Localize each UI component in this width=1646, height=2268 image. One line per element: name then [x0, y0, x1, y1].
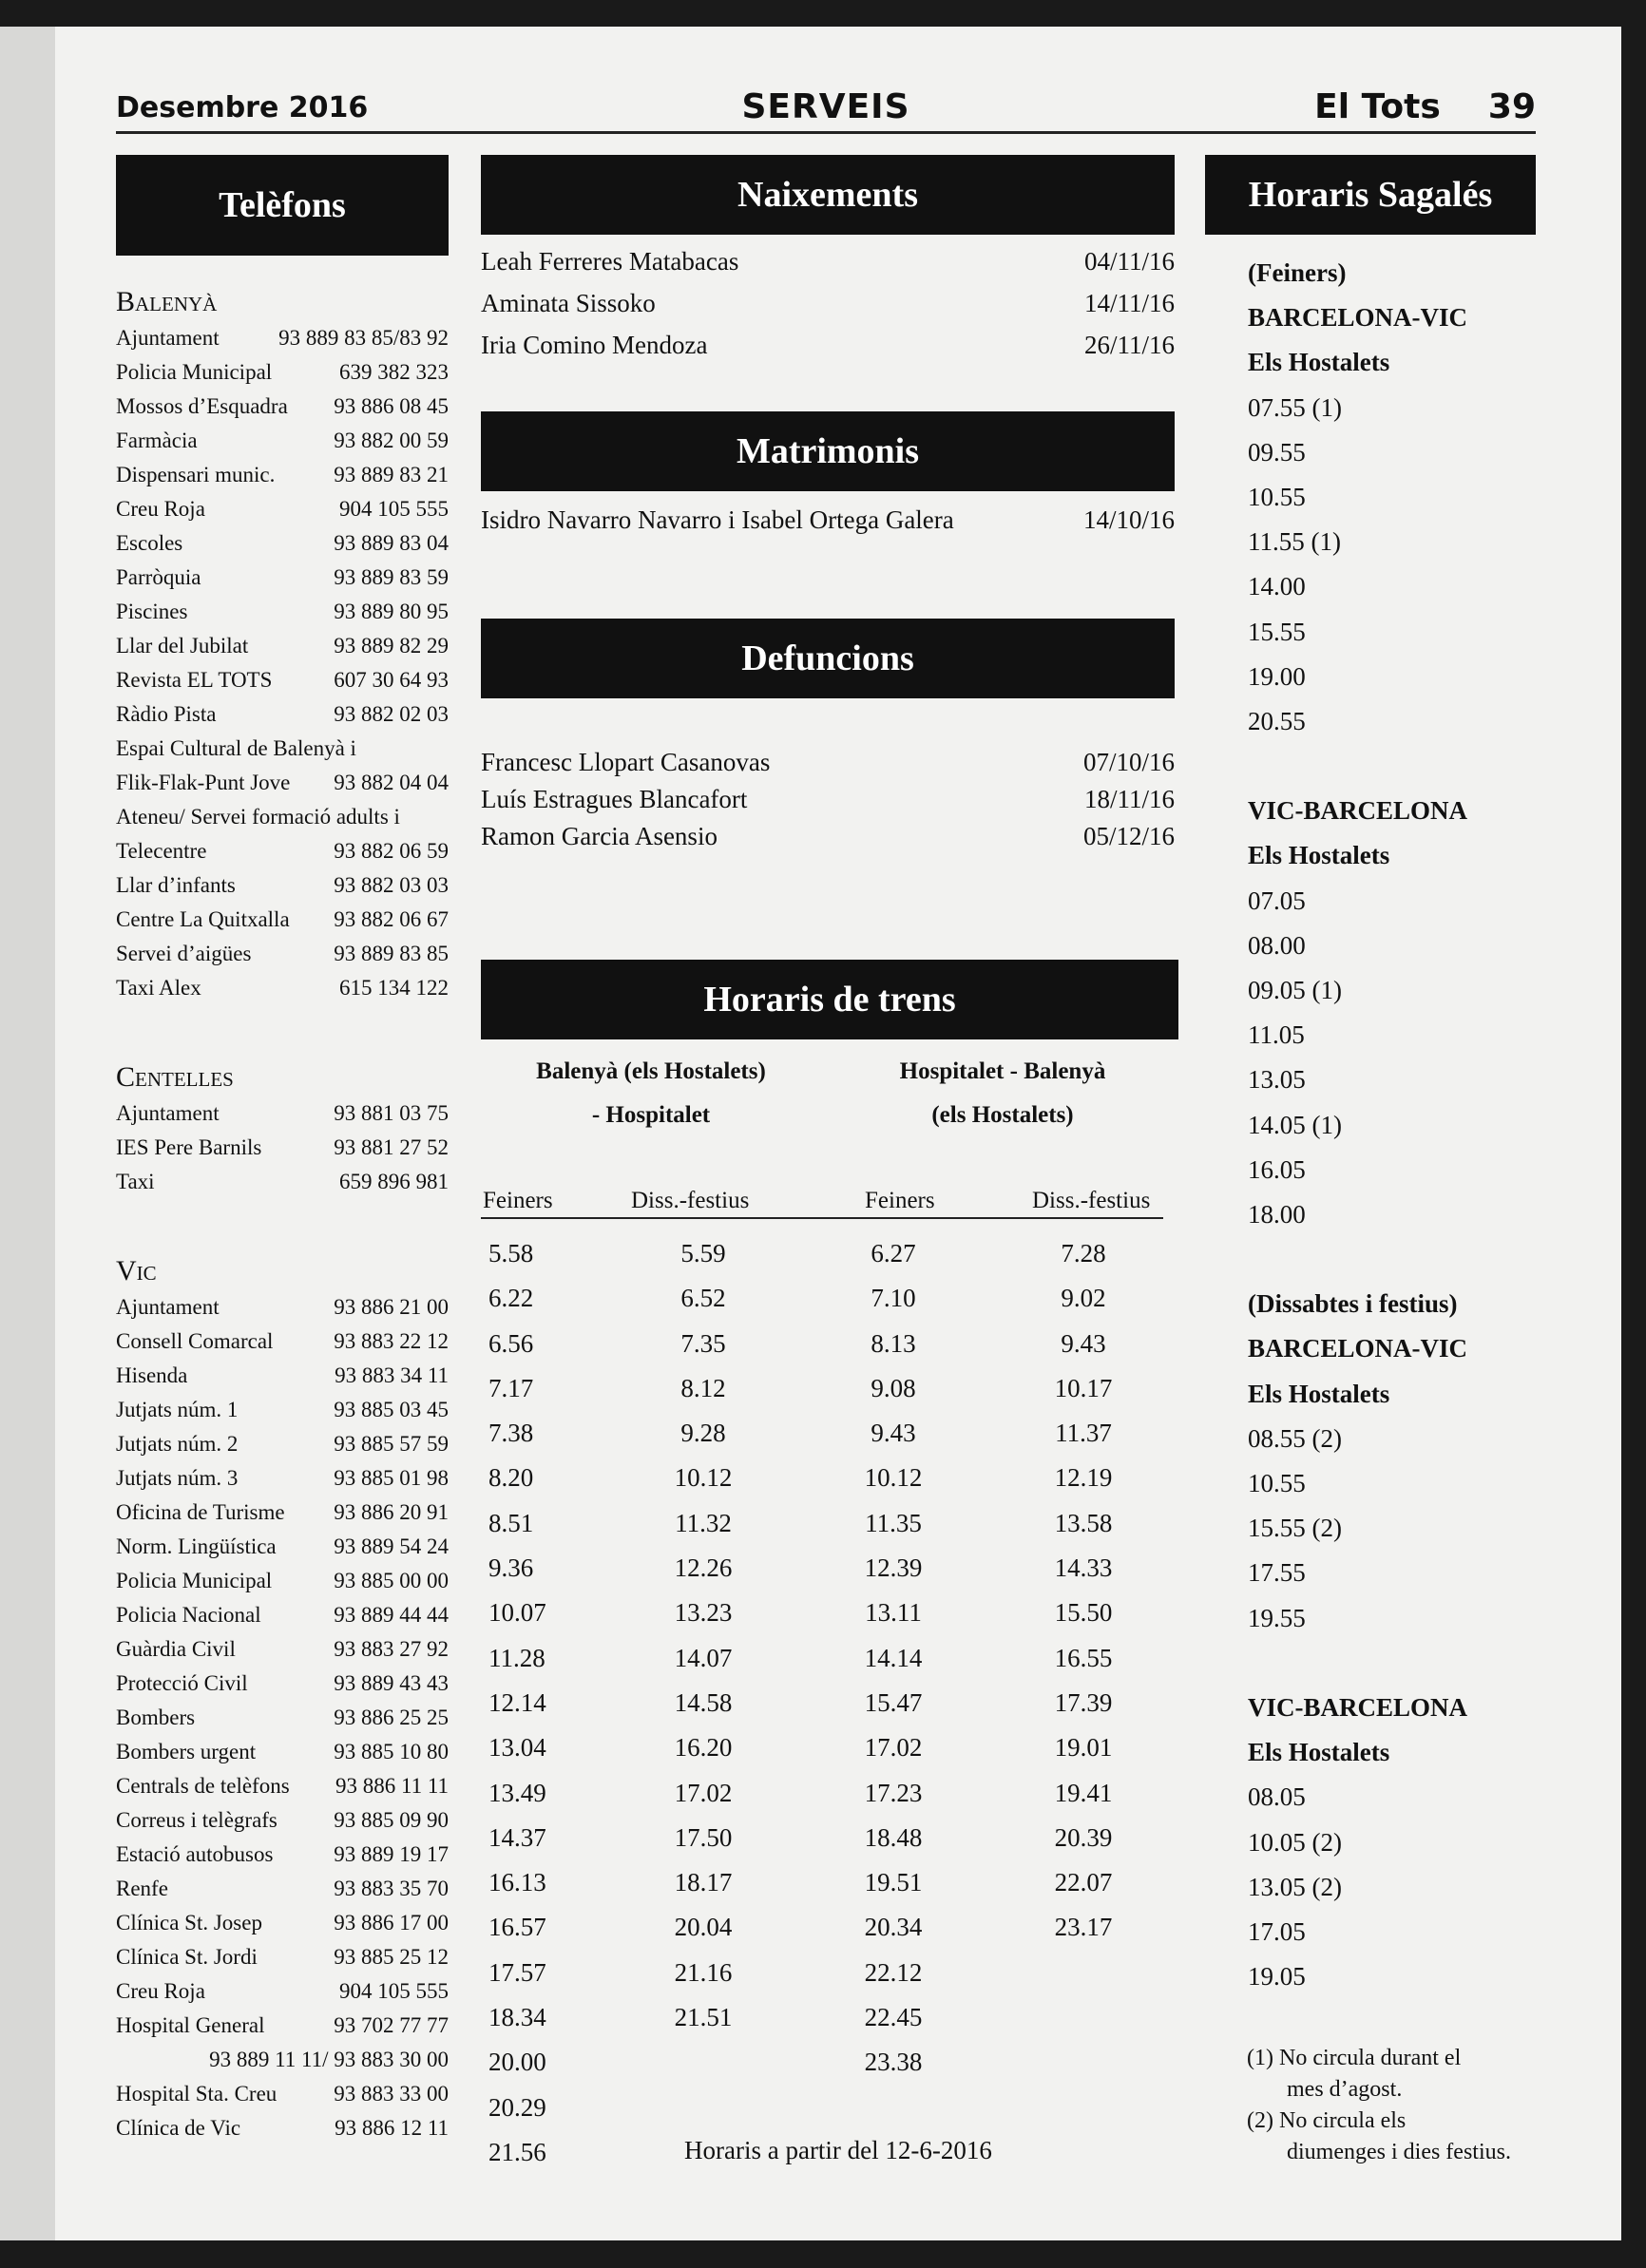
phone-row: [116, 526, 449, 561]
train-time: 10.12: [864, 1463, 923, 1493]
header-date: Desembre 2016: [116, 91, 369, 124]
phone-number: 93 886 21 00: [334, 1295, 449, 1319]
bus-time: 09.05 (1): [1248, 976, 1342, 1005]
phone-label: Clínica St. Josep: [116, 1911, 262, 1934]
sagales-schedule: [1248, 251, 1552, 1999]
train-time: 9.28: [680, 1419, 726, 1448]
phone-number: 904 105 555: [339, 1979, 449, 2003]
train-time: 14.33: [1054, 1553, 1113, 1583]
town-vic: Vic: [116, 1255, 157, 1286]
phone-row: [116, 937, 449, 971]
phone-number: 93 882 00 59: [334, 429, 449, 452]
phone-row: [116, 321, 449, 355]
phone-label: Bombers: [116, 1706, 196, 1729]
col-header: Diss.-festius: [1032, 1188, 1151, 1213]
list-item: Aminata Sissoko 14/11/16: [481, 289, 1175, 317]
train-time: 10.12: [674, 1463, 733, 1493]
train-time: 9.36: [488, 1553, 534, 1583]
spacer: [1248, 744, 1552, 789]
phone-row: [116, 1667, 449, 1701]
phone-label: Piscines: [116, 600, 188, 623]
phone-number: 93 889 83 85: [334, 942, 449, 965]
train-time: 8.13: [871, 1328, 916, 1358]
phone-row: [116, 732, 449, 766]
phone-label: Ajuntament: [116, 1295, 220, 1319]
train-time: 12.14: [488, 1687, 546, 1717]
phone-number: 93 889 83 04: [334, 531, 449, 555]
defuncions-bar: Defuncions: [481, 619, 1175, 698]
phone-label: Bombers urgent: [116, 1740, 257, 1763]
train-time: 17.50: [674, 1822, 733, 1852]
phone-label: Centre La Quitxalla: [116, 907, 290, 931]
phone-number: 93 886 08 45: [334, 394, 449, 418]
train-time: 18.48: [864, 1822, 923, 1852]
phone-row: [116, 1096, 449, 1131]
train-time: 11.28: [488, 1643, 545, 1672]
bus-time: 17.55: [1248, 1558, 1306, 1588]
train-time: 12.19: [1054, 1463, 1113, 1493]
train-time: 23.38: [864, 2048, 923, 2077]
trens-bar: Horaris de trens: [481, 960, 1178, 1039]
phone-row: [116, 697, 449, 732]
bus-time: 07.55 (1): [1248, 392, 1342, 422]
train-time: 14.58: [674, 1687, 733, 1717]
bus-time: 19.00: [1248, 661, 1306, 691]
phone-label: Farmàcia: [116, 429, 198, 452]
header-magazine: El Tots 39: [1314, 87, 1536, 126]
train-time: 17.23: [864, 1778, 923, 1807]
phone-label: Renfe: [116, 1877, 168, 1900]
phone-row: [116, 492, 449, 526]
train-time: 14.14: [864, 1643, 923, 1672]
bus-time: 16.05: [1248, 1154, 1306, 1184]
train-time: 9.08: [871, 1373, 916, 1402]
phone-row: [116, 1496, 449, 1530]
footnote: mes d’agost.: [1287, 2077, 1403, 2102]
footnote: (2) No circula els: [1247, 2108, 1407, 2133]
phone-number: 607 30 64 93: [334, 668, 449, 692]
train-time: 11.32: [675, 1508, 732, 1537]
schedule-heading: (Dissabtes i festius): [1248, 1289, 1458, 1319]
train-time: 20.39: [1054, 1822, 1113, 1852]
phone-number: 93 885 00 00: [334, 1569, 449, 1592]
phone-row: [116, 1872, 449, 1906]
train-time: 7.28: [1061, 1239, 1106, 1267]
train-time: 8.51: [488, 1508, 534, 1537]
divider: [481, 1217, 1163, 1219]
phone-number: 93 889 54 24: [334, 1534, 449, 1558]
header-section: SERVEIS: [741, 87, 910, 126]
phone-label: Llar del Jubilat: [116, 634, 249, 658]
train-time: 19.41: [1054, 1778, 1113, 1807]
phone-row: [116, 903, 449, 937]
phone-label: Oficina de Turisme: [116, 1500, 285, 1524]
train-column-4: [1045, 1231, 1121, 1951]
phone-number: 93 885 03 45: [334, 1398, 449, 1421]
schedule-heading: BARCELONA-VIC: [1248, 303, 1468, 333]
train-time: 7.38: [488, 1419, 534, 1448]
list-item: Ramon Garcia Asensio 05/12/16: [481, 822, 1175, 850]
phone-number: 93 882 02 03: [334, 702, 449, 726]
schedule-heading: Els Hostalets: [1248, 1738, 1390, 1767]
phone-label: IES Pere Barnils: [116, 1135, 262, 1159]
train-time: 10.07: [488, 1598, 546, 1628]
phone-label: Telecentre: [116, 839, 207, 863]
phone-number: 93 883 27 92: [334, 1637, 449, 1661]
train-column-2: [665, 1231, 741, 2040]
bus-time: 08.00: [1248, 930, 1306, 960]
phone-row: [116, 1838, 449, 1872]
phone-label: Hospital Sta. Creu: [116, 2082, 278, 2106]
phone-number: 639 382 323: [339, 360, 449, 384]
train-time: 18.34: [488, 2003, 546, 2032]
naixements-bar: Naixements: [481, 155, 1175, 235]
phone-row: [116, 1769, 449, 1803]
bus-time: 08.55 (2): [1248, 1423, 1342, 1453]
bus-time: 13.05 (2): [1248, 1872, 1342, 1901]
train-direction-2: Hospitalet - Balenyà (els Hostalets): [899, 1058, 1106, 1128]
town-centelles: Centelles: [116, 1061, 234, 1093]
phone-row: [116, 629, 449, 663]
train-time: 17.02: [674, 1778, 733, 1807]
phone-label: Mossos d’Esquadra: [116, 394, 288, 418]
phone-label: Ajuntament: [116, 1101, 220, 1125]
phone-row: [116, 1393, 449, 1427]
phone-row: [116, 868, 449, 903]
bus-time: 09.55: [1248, 437, 1306, 467]
phone-label: Clínica St. Jordi: [116, 1945, 258, 1969]
bus-time: 10.55: [1248, 1469, 1306, 1498]
telefons-bar: Telèfons: [116, 155, 449, 256]
list-item: Iria Comino Mendoza 26/11/16: [481, 331, 1175, 359]
train-time: 23.17: [1054, 1913, 1113, 1942]
phone-row: [116, 1461, 449, 1496]
phone-label: Policia Municipal: [116, 1569, 273, 1592]
phone-label: Servei d’aigües: [116, 942, 252, 965]
phone-row: [116, 800, 449, 834]
phone-number: 904 105 555: [339, 497, 449, 521]
phone-row: [116, 1632, 449, 1667]
schedule-heading: Els Hostalets: [1248, 1379, 1390, 1408]
phone-directory: [116, 285, 449, 2145]
page-number: 39: [1487, 87, 1536, 126]
col-header: Feiners: [483, 1188, 553, 1213]
train-time: 20.00: [488, 2048, 546, 2077]
phone-number: 93 889 83 85/83 92: [278, 326, 449, 350]
phone-number: 93 702 77 77: [334, 2013, 449, 2037]
phone-row: [116, 766, 449, 800]
train-time: 22.12: [864, 1957, 923, 1987]
phone-number: 659 896 981: [339, 1170, 449, 1193]
phone-row: [116, 1427, 449, 1461]
footnote: diumenges i dies festius.: [1287, 2140, 1511, 2164]
phone-number: 93 885 57 59: [334, 1432, 449, 1456]
sagales-bar: Horaris Sagalés: [1205, 155, 1536, 235]
phone-row: [116, 2043, 449, 2077]
facing-page-edge: [0, 27, 55, 2240]
train-time: 18.17: [674, 1868, 733, 1897]
bus-time: 11.55 (1): [1248, 527, 1341, 557]
train-time: 13.04: [488, 1733, 546, 1763]
bus-time: 13.05: [1248, 1065, 1306, 1095]
phone-row: [116, 1359, 449, 1393]
train-time: 16.55: [1054, 1643, 1113, 1672]
train-time: 7.35: [680, 1328, 726, 1358]
phone-number: 93 885 10 80: [334, 1740, 449, 1763]
phone-label: Hisenda: [116, 1363, 188, 1387]
phone-label: Protecció Civil: [116, 1671, 248, 1695]
phone-row: [116, 1735, 449, 1769]
matrimonis-bar: Matrimonis: [481, 411, 1175, 491]
phone-label: Creu Roja: [116, 1979, 205, 2003]
phone-label: Llar d’infants: [116, 873, 236, 897]
phone-row: [116, 1940, 449, 1974]
phone-number: 93 882 06 67: [334, 907, 449, 931]
phone-label: Escoles: [116, 531, 183, 555]
train-time: 8.12: [680, 1373, 726, 1402]
phone-label: Parròquia: [116, 565, 201, 589]
schedule-heading: Els Hostalets: [1248, 348, 1390, 377]
schedule-heading: VIC-BARCELONA: [1248, 1692, 1468, 1722]
phone-label: Jutjats núm. 3: [116, 1466, 239, 1490]
train-time: 15.50: [1054, 1598, 1113, 1628]
train-column-3: [855, 1231, 931, 2086]
train-time: 19.51: [864, 1868, 923, 1897]
phone-number: 93 889 83 21: [334, 463, 449, 486]
train-time: 5.59: [680, 1239, 726, 1267]
train-time: 20.04: [674, 1913, 733, 1942]
phone-number: 93 889 82 29: [334, 634, 449, 658]
phone-row: [116, 1906, 449, 1940]
phone-number: 93 883 33 00: [334, 2082, 449, 2106]
train-time: 9.02: [1061, 1284, 1106, 1313]
train-time: 19.01: [1054, 1733, 1113, 1763]
train-time: 6.27: [871, 1239, 916, 1267]
train-time: 7.10: [871, 1284, 916, 1313]
phone-number: 93 889 80 95: [334, 600, 449, 623]
train-time: 12.26: [674, 1553, 733, 1583]
phone-number: 93 889 19 17: [334, 1842, 449, 1866]
phone-label: Taxi Alex: [116, 976, 201, 1000]
bus-time: 20.55: [1248, 707, 1306, 736]
train-direction-1: Balenyà (els Hostalets) - Hospitalet: [536, 1058, 766, 1128]
phone-row: [116, 390, 449, 424]
phone-number: 93 889 83 59: [334, 565, 449, 589]
phone-number: 93 889 43 43: [334, 1671, 449, 1695]
train-time: 15.47: [864, 1687, 923, 1717]
phone-number: 93 881 03 75: [334, 1101, 449, 1125]
phone-row: [116, 1131, 449, 1165]
bus-time: 08.05: [1248, 1782, 1306, 1812]
phone-number: 93 882 06 59: [334, 839, 449, 863]
phone-label: Policia Nacional: [116, 1603, 261, 1627]
train-time: 14.07: [674, 1643, 733, 1672]
phone-number: 93 886 20 91: [334, 1500, 449, 1524]
col-header: Feiners: [865, 1188, 935, 1213]
schedule-heading: BARCELONA-VIC: [1248, 1334, 1468, 1363]
phone-label: Norm. Lingüística: [116, 1534, 277, 1558]
train-time: 13.11: [865, 1598, 922, 1628]
phone-label: Jutjats núm. 2: [116, 1432, 239, 1456]
phone-label: Taxi: [116, 1170, 155, 1193]
list-item: Leah Ferreres Matabacas 04/11/16: [481, 247, 1175, 276]
phone-number: 93 885 01 98: [334, 1466, 449, 1490]
phone-label: Dispensari munic.: [116, 463, 276, 486]
spacer: [1248, 1237, 1552, 1282]
phone-row: [116, 1564, 449, 1598]
phone-row: [116, 458, 449, 492]
phone-row: [116, 2077, 449, 2111]
phone-row: [116, 2009, 449, 2043]
train-time: 20.29: [488, 2092, 546, 2122]
phone-row: [116, 1530, 449, 1564]
train-time: 21.51: [674, 2003, 733, 2032]
list-item: Francesc Llopart Casanovas 07/10/16: [481, 748, 1175, 776]
phone-label: Creu Roja: [116, 497, 205, 521]
footnote: (1) No circula durant el: [1247, 2046, 1462, 2070]
phone-label: Policia Municipal: [116, 360, 273, 384]
phone-row: [116, 1974, 449, 2009]
phone-row: [116, 2111, 449, 2145]
train-time: 17.02: [864, 1733, 923, 1763]
bus-time: 15.55 (2): [1248, 1514, 1342, 1543]
train-time: 13.49: [488, 1778, 546, 1807]
phone-label: Centrals de telèfons: [116, 1774, 290, 1798]
phone-label: Guàrdia Civil: [116, 1637, 236, 1661]
train-time: 13.23: [674, 1598, 733, 1628]
train-time: 20.34: [864, 1913, 923, 1942]
train-column-1: [488, 1231, 555, 2175]
phone-label: Revista EL TOTS: [116, 668, 273, 692]
train-time: 6.22: [488, 1284, 534, 1313]
train-time: 13.58: [1054, 1508, 1113, 1537]
train-time: 11.35: [865, 1508, 922, 1537]
train-time: 17.57: [488, 1957, 546, 1987]
phone-label: Estació autobusos: [116, 1842, 274, 1866]
phone-row: [116, 561, 449, 595]
phone-number: 93 881 27 52: [334, 1135, 449, 1159]
phone-label: Correus i telègrafs: [116, 1808, 278, 1832]
bus-time: 10.05 (2): [1248, 1827, 1342, 1857]
phone-row: [116, 663, 449, 697]
train-time: 22.07: [1054, 1868, 1113, 1897]
phone-number: 93 886 17 00: [334, 1911, 449, 1934]
phone-number: 615 134 122: [339, 976, 449, 1000]
train-time: 8.20: [488, 1463, 534, 1493]
phone-label: Consell Comarcal: [116, 1329, 274, 1353]
bus-time: 10.55: [1248, 483, 1306, 512]
bus-time: 07.05: [1248, 886, 1306, 915]
phone-number: 93 883 22 12: [334, 1329, 449, 1353]
phone-row: [116, 1803, 449, 1838]
phone-row: [116, 834, 449, 868]
phone-row: [116, 595, 449, 629]
bus-time: 11.05: [1248, 1020, 1305, 1050]
train-time: 21.56: [488, 2137, 546, 2166]
phone-number: 93 882 04 04: [334, 771, 449, 794]
page-header: [116, 84, 1536, 134]
phone-number: 93 883 34 11: [335, 1363, 449, 1387]
bus-time: 19.05: [1248, 1962, 1306, 1992]
phone-row: [116, 1598, 449, 1632]
phone-number: 93 889 44 44: [334, 1603, 449, 1627]
bus-time: 15.55: [1248, 617, 1306, 646]
phone-row: [116, 971, 449, 1005]
phone-label: Clínica de Vic: [116, 2116, 241, 2140]
schedule-heading: Els Hostalets: [1248, 841, 1390, 870]
bus-time: 14.00: [1248, 572, 1306, 601]
phone-row: [116, 1290, 449, 1325]
train-time: 7.17: [488, 1373, 534, 1402]
phone-number: 93 883 35 70: [334, 1877, 449, 1900]
phone-row: [116, 1701, 449, 1735]
train-footer-note: Horaris a partir del 12-6-2016: [684, 2136, 992, 2164]
train-time: 21.16: [674, 1957, 733, 1987]
phone-number: 93 889 11 11/ 93 883 30 00: [209, 2048, 449, 2071]
train-time: 16.57: [488, 1913, 546, 1942]
train-time: 10.17: [1054, 1373, 1113, 1402]
phone-label: Ateneu/ Servei formació adults i: [116, 805, 400, 829]
list-item: Isidro Navarro Navarro i Isabel Ortega Galera 14/10/16: [481, 505, 1175, 534]
phone-number: 93 886 12 11: [335, 2116, 449, 2140]
bus-time: 14.05 (1): [1248, 1110, 1342, 1139]
phone-label: Ràdio Pista: [116, 702, 217, 726]
col-header: Diss.-festius: [631, 1188, 750, 1213]
phone-number: 93 882 03 03: [334, 873, 449, 897]
phone-label: Ajuntament: [116, 326, 220, 350]
phone-number: 93 886 11 11: [335, 1774, 449, 1798]
train-time: 9.43: [1061, 1328, 1106, 1358]
phone-row: [116, 355, 449, 390]
train-time: 17.39: [1054, 1687, 1113, 1717]
train-time: 22.45: [864, 2003, 923, 2032]
town-balenya: Balenyà: [116, 286, 218, 317]
phone-number: 93 886 25 25: [334, 1706, 449, 1729]
phone-row: [116, 1165, 449, 1199]
spacer: [1248, 1641, 1552, 1686]
sagales-notes: [1247, 2043, 1560, 2168]
train-time: 6.56: [488, 1328, 534, 1358]
phone-row: [116, 424, 449, 458]
train-time: 5.58: [488, 1239, 534, 1267]
schedule-heading: VIC-BARCELONA: [1248, 796, 1468, 826]
phone-label: Flik-Flak-Punt Jove: [116, 771, 291, 794]
phone-number: 93 885 09 90: [334, 1808, 449, 1832]
list-item: Luís Estragues Blancafort 18/11/16: [481, 785, 1175, 813]
bus-time: 18.00: [1248, 1200, 1306, 1229]
schedule-heading: (Feiners): [1248, 258, 1347, 287]
phone-row: [116, 1325, 449, 1359]
phone-label: Espai Cultural de Balenyà i: [116, 736, 356, 760]
train-time: 16.13: [488, 1868, 546, 1897]
train-time: 9.43: [871, 1419, 916, 1448]
bus-time: 17.05: [1248, 1916, 1306, 1946]
train-time: 11.37: [1055, 1419, 1112, 1448]
train-time: 6.52: [680, 1284, 726, 1313]
phone-label: Jutjats núm. 1: [116, 1398, 239, 1421]
phone-number: 93 885 25 12: [334, 1945, 449, 1969]
train-time: 12.39: [864, 1553, 923, 1583]
train-time: 16.20: [674, 1733, 733, 1763]
bus-time: 19.55: [1248, 1603, 1306, 1632]
phone-label: Hospital General: [116, 2013, 265, 2037]
train-time: 14.37: [488, 1822, 546, 1852]
